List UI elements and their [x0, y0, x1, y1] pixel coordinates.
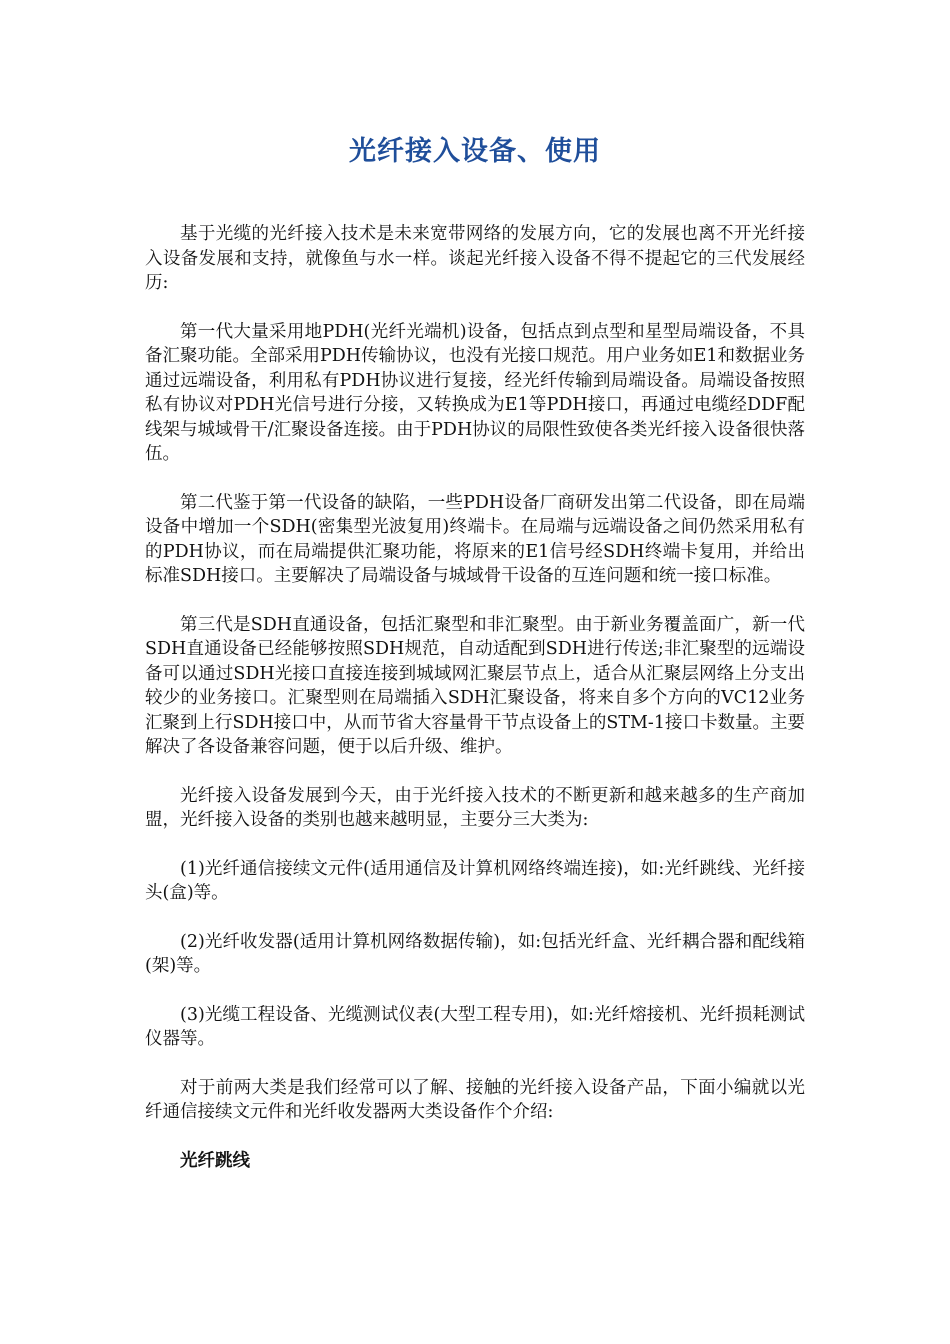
paragraph-second-generation: 第二代鉴于第一代设备的缺陷，一些PDH设备厂商研发出第二代设备，即在局端设备中增加一个SDH(密集型光波复用)终端卡。在局端与远端设备之间仍然采用私有的PDH协议，而在局端提供汇聚功能，将原来的E1信号经SDH终端卡复用，并给出标准SDH接口。主要解决了局端设备与城域骨干设备的互连问题和统一接口标准。: [145, 492, 805, 586]
paragraph-third-generation: 第三代是SDH直通设备，包括汇聚型和非汇聚型。由于新业务覆盖面广，新一代SDH直通设备已经能够按照SDH规范，自动适配到SDH进行传送;非汇聚型的远端设备可以通过SDH光接口直接连接到城域网汇聚层节点上，适合从汇聚层网络上分支出较少的业务接口。汇聚型则在局端插入SDH汇聚设备，将来自多个方向的VC12业务汇聚到上行SDH接口中，从而节省大容量骨干节点设备上的STM-1接口卡数量。主要解决了各设备兼容问题，便于以后升级、维护。: [145, 614, 805, 757]
paragraph-intro: 基于光缆的光纤接入技术是未来宽带网络的发展方向，它的发展也离不开光纤接入设备发展和支持，就像鱼与水一样。谈起光纤接入设备不得不提起它的三代发展经历:: [145, 224, 805, 293]
paragraph-introduction-next: 对于前两大类是我们经常可以了解、接触的光纤接入设备产品，下面小编就以光纤通信接续文元件和光纤收发器两大类设备作个介绍:: [145, 1077, 805, 1122]
list-item-category-1: (1)光纤通信接续文元件(适用通信及计算机网络终端连接)，如:光纤跳线、光纤接头(盒)等。: [145, 858, 805, 903]
list-item-category-3: (3)光缆工程设备、光缆测试仪表(大型工程专用)，如:光纤熔接机、光纤损耗测试仪器等。: [145, 1004, 805, 1049]
paragraph-first-generation: 第一代大量采用地PDH(光纤光端机)设备，包括点到点型和星型局端设备，不具备汇聚功能。全部采用PDH传输协议，也没有光接口规范。用户业务如E1和数据业务通过远端设备，利用私有PDH协议进行复接，经光纤传输到局端设备。局端设备按照私有协议对PDH光信号进行分接，又转换成为E1等PDH接口，再通过电缆经DDF配线架与城域骨干/汇聚设备连接。由于PDH协议的局限性致使各类光纤接入设备很快落伍。: [145, 321, 805, 464]
document-body: [145, 222, 805, 1173]
list-item-category-2: (2)光纤收发器(适用计算机网络数据传输)，如:包括光纤盒、光纤耦合器和配线箱(架)等。: [145, 931, 805, 976]
paragraph-categories: 光纤接入设备发展到今天，由于光纤接入技术的不断更新和越来越多的生产商加盟，光纤接入设备的类别也越来越明显，主要分三大类为:: [145, 785, 805, 830]
section-heading-fiber-jumper: 光纤跳线: [180, 1150, 250, 1171]
document-title: 光纤接入设备、使用: [349, 136, 601, 167]
